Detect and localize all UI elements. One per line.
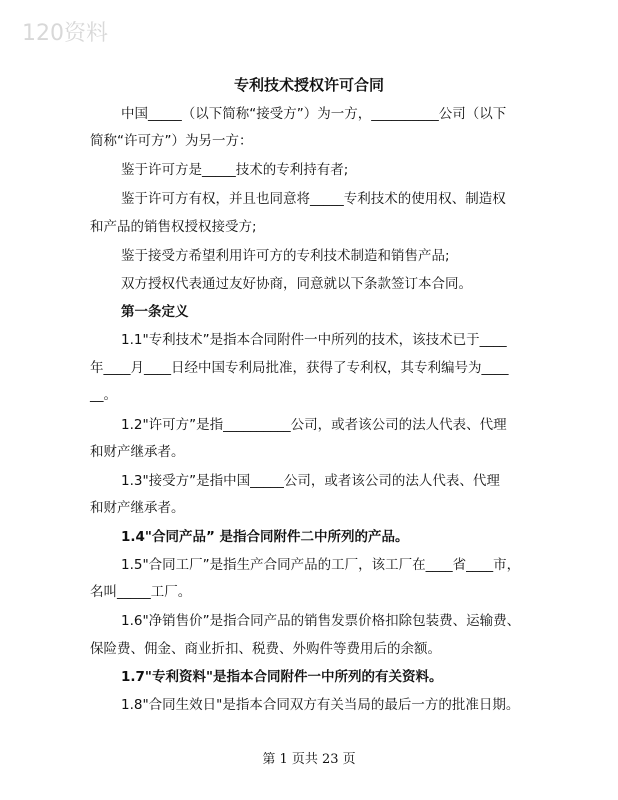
paragraph-line: 鉴于许可方是_____技术的专利持有者; [121,162,349,178]
paragraph-line-bold: 1.7"专利资料"是指本合同附件一中所列的有关资料。 [121,669,443,685]
paragraph-line: 鉴于许可方有权，并且也同意将_____专利技术的使用权、制造权 [121,191,506,207]
paragraph-line: 年____月____日经中国专利局批准，获得了专利权，其专利编号为____ [90,360,509,376]
section-heading: 第一条定义 [121,304,189,320]
paragraph-line: 1.1"专利技术”是指本合同附件一中所列的技术，该技术已于____ [121,332,507,348]
paragraph-line: 1.6"净销售价”是指合同产品的销售发票价格扣除包装费、运输费、 [121,613,521,629]
paragraph-line: 1.3"接受方”是指中国_____公司，或者该公司的法人代表、代理 [121,473,500,489]
paragraph-line: 1.2"许可方”是指__________公司，或者该公司的法人代表、代理 [121,417,507,433]
paragraph-line: 1.8"合同生效日"是指本合同双方有关当局的最后一方的批准日期。 [121,697,520,713]
paragraph-line: 名叫_____工厂。 [90,584,192,600]
paragraph-line: 和财产继承者。 [90,444,185,460]
paragraph-line: 保险费、佣金、商业折扣、税费、外购件等费用后的余额。 [90,641,441,657]
document-title: 专利技术授权许可合同 [233,76,384,94]
page-number: 第 1 页共 23 页 [262,752,356,767]
paragraph-line-bold: 1.4"合同产品” 是指合同附件二中所列的产品。 [121,529,409,545]
paragraph-line: 和财产继承者。 [90,500,185,516]
paragraph-line: __。 [90,387,117,403]
watermark: 120资料 [22,21,108,46]
paragraph-line: 鉴于接受方希望利用许可方的专利技术制造和销售产品; [121,248,450,264]
paragraph-line: 和产品的销售权授权接受方; [90,219,257,235]
paragraph-line: 简称“许可方”）为另一方： [90,133,253,149]
paragraph-line: 中国_____（以下简称“接受方”）为一方，__________公司（以下 [121,106,507,122]
paragraph-line: 1.5"合同工厂”是指生产合同产品的工厂，该工厂在____省____市， [121,557,521,573]
paragraph-line: 双方授权代表通过友好协商，同意就以下条款签订本合同。 [121,276,472,292]
